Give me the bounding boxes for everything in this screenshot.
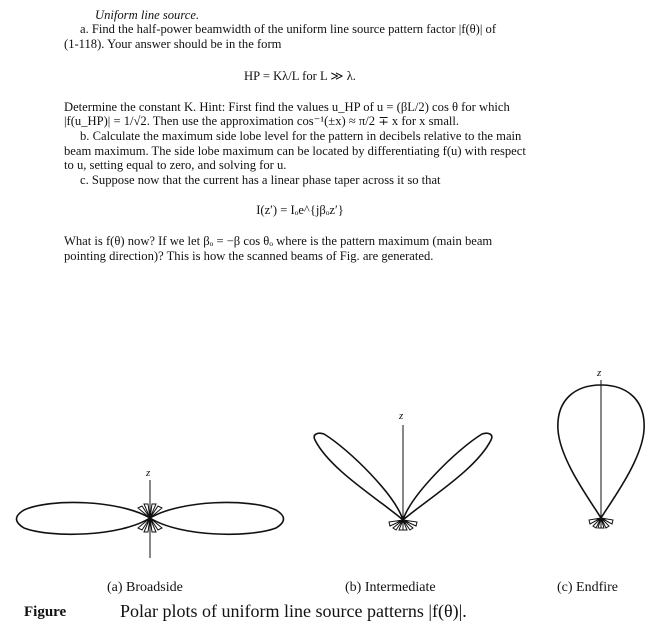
equation-hp: HP = Kλ/L for L ≫ λ. <box>244 69 356 83</box>
part-b-line-1: b. Calculate the maximum side lobe level for the pattern in decibels relative to the main <box>80 129 522 143</box>
broadside-pattern <box>17 480 284 558</box>
figure-caption: Polar plots of uniform line source patterns |f(θ)|. <box>120 601 467 621</box>
part-a-line-3: Determine the constant K. Hint: First find the values u_HP of u = (βL/2) cos θ for which <box>64 100 510 114</box>
broadside-z-label: z <box>146 467 151 479</box>
figure-label: Figure <box>24 604 67 620</box>
problem-heading: Uniform line source. <box>95 8 200 22</box>
broadside-main-lobe-right <box>150 502 284 534</box>
endfire-z-label: z <box>597 367 602 379</box>
caption-endfire: (c) Endfire <box>557 580 619 595</box>
endfire-pattern <box>558 380 644 528</box>
part-b-line-2: beam maximum. The side lobe maximum can be located by differentiating f(u) with respect <box>64 144 526 158</box>
intermediate-side-lobes <box>389 520 417 530</box>
intermediate-main-lobe-left <box>314 433 403 520</box>
part-c-line-3: pointing direction)? This is how the scanned beams of Fig. are generated. <box>64 249 434 263</box>
caption-broadside: (a) Broadside <box>107 580 183 595</box>
part-a-line-1: a. Find the half-power beamwidth of the uniform line source pattern factor |f(θ)| of <box>80 22 497 36</box>
caption-intermediate: (b) Intermediate <box>345 580 436 595</box>
part-c-line-2: What is f(θ) now? If we let βₒ = −β cos θₒ where is the pattern maximum (main beam <box>64 234 493 248</box>
broadside-main-lobe-left <box>17 502 151 534</box>
part-c-line-1: c. Suppose now that the current has a linear phase taper across it so that <box>80 173 441 187</box>
intermediate-main-lobe-right <box>403 433 492 520</box>
endfire-side-lobes <box>589 518 613 528</box>
part-b-line-3: to u, setting equal to zero, and solving for u. <box>64 158 287 172</box>
equation-current: I(z′) = Iₒe^{jβₒz′} <box>256 203 344 217</box>
part-a-line-2: (1-118). Your answer should be in the form <box>64 37 282 51</box>
intermediate-z-label: z <box>399 410 404 422</box>
intermediate-pattern <box>314 425 492 530</box>
part-a-line-4: |f(u_HP)| = 1/√2. Then use the approximation cos⁻¹(±x) ≈ π/2 ∓ x for x small. <box>64 114 460 128</box>
